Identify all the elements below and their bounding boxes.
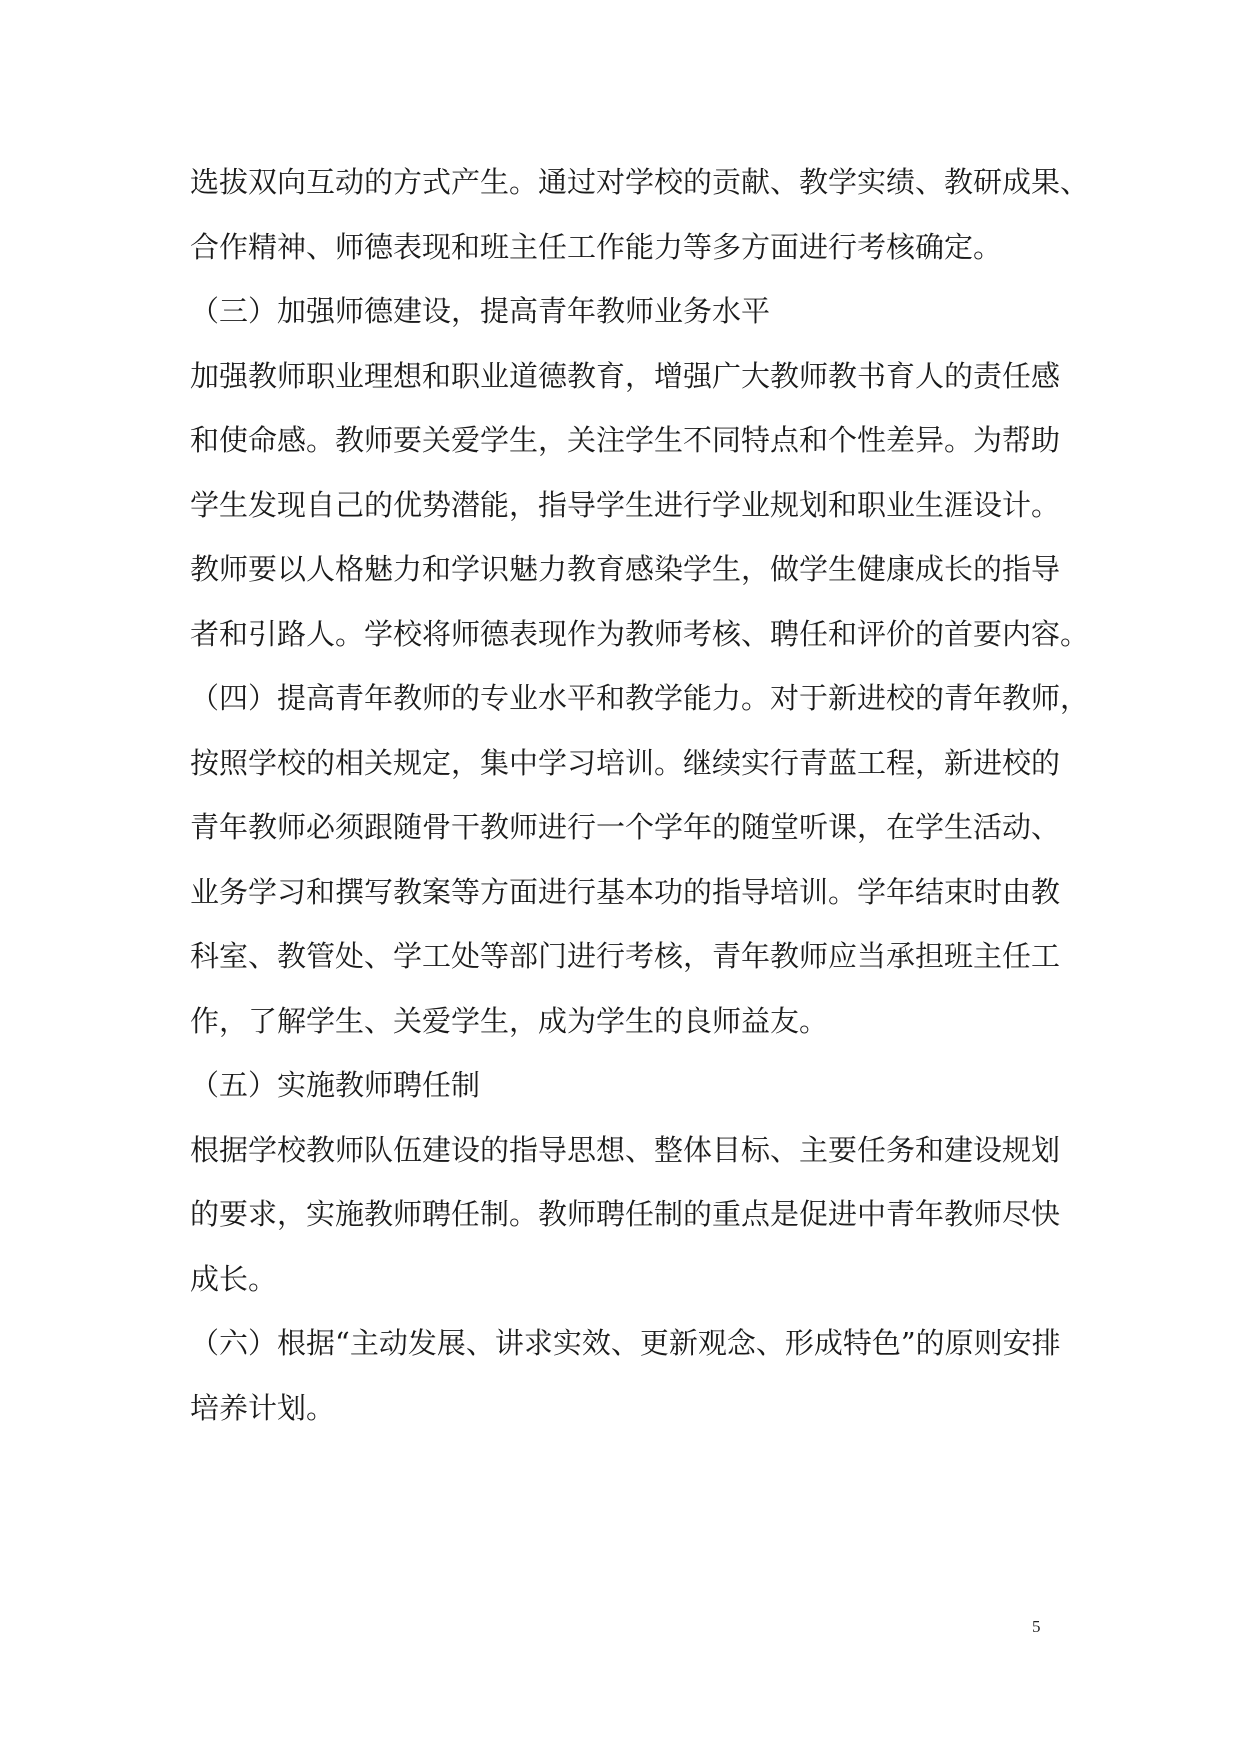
text-line: 按照学校的相关规定，集中学习培训。继续实行青蓝工程，新进校的 — [190, 745, 1061, 780]
text-line: 学生发现自己的优势潜能，指导学生进行学业规划和职业生涯设计。 — [190, 487, 1061, 522]
section-heading: （三）加强师德建设，提高青年教师业务水平 — [190, 294, 771, 328]
text-line: 培养计划。 — [190, 1390, 336, 1425]
text-line: 科室、教管处、学工处等部门进行考核，青年教师应当承担班主任工 — [190, 939, 1061, 973]
body-text — [190, 150, 1090, 1440]
section-heading: （六）根据“主动发展、讲求实效、更新观念、形成特色”的原则安排 — [190, 1326, 1061, 1360]
text-line: 合作精神、师德表现和班主任工作能力等多方面进行考核确定。 — [190, 229, 1003, 264]
text-line: 作，了解学生、关爱学生，成为学生的良师益友。 — [190, 1003, 829, 1038]
text-line: 成长。 — [190, 1261, 278, 1296]
text-line: 业务学习和撰写教案等方面进行基本功的指导培训。学年结束时由教 — [190, 874, 1061, 909]
page-number: 5 — [1032, 1617, 1041, 1636]
text-line: 选拔双向互动的方式产生。通过对学校的贡献、教学实绩、教研成果、 — [190, 165, 1090, 199]
text-line: 和使命感。教师要关爱学生，关注学生不同特点和个性差异。为帮助 — [190, 423, 1061, 457]
text-line: 青年教师必须跟随骨干教师进行一个学年的随堂听课，在学生活动、 — [190, 810, 1061, 844]
text-line: 的要求，实施教师聘任制。教师聘任制的重点是促进中青年教师尽快 — [190, 1197, 1061, 1231]
text-line: 根据学校教师队伍建设的指导思想、整体目标、主要任务和建设规划 — [190, 1132, 1061, 1167]
section-heading: （四）提高青年教师的专业水平和教学能力。对于新进校的青年教师， — [190, 681, 1090, 715]
text-line: 加强教师职业理想和职业道德教育，增强广大教师教书育人的责任感 — [190, 358, 1061, 393]
section-heading: （五）实施教师聘任制 — [190, 1068, 481, 1102]
text-line: 者和引路人。学校将师德表现作为教师考核、聘任和评价的首要内容。 — [190, 616, 1090, 651]
text-line: 教师要以人格魅力和学识魅力教育感染学生，做学生健康成长的指导 — [190, 552, 1061, 586]
